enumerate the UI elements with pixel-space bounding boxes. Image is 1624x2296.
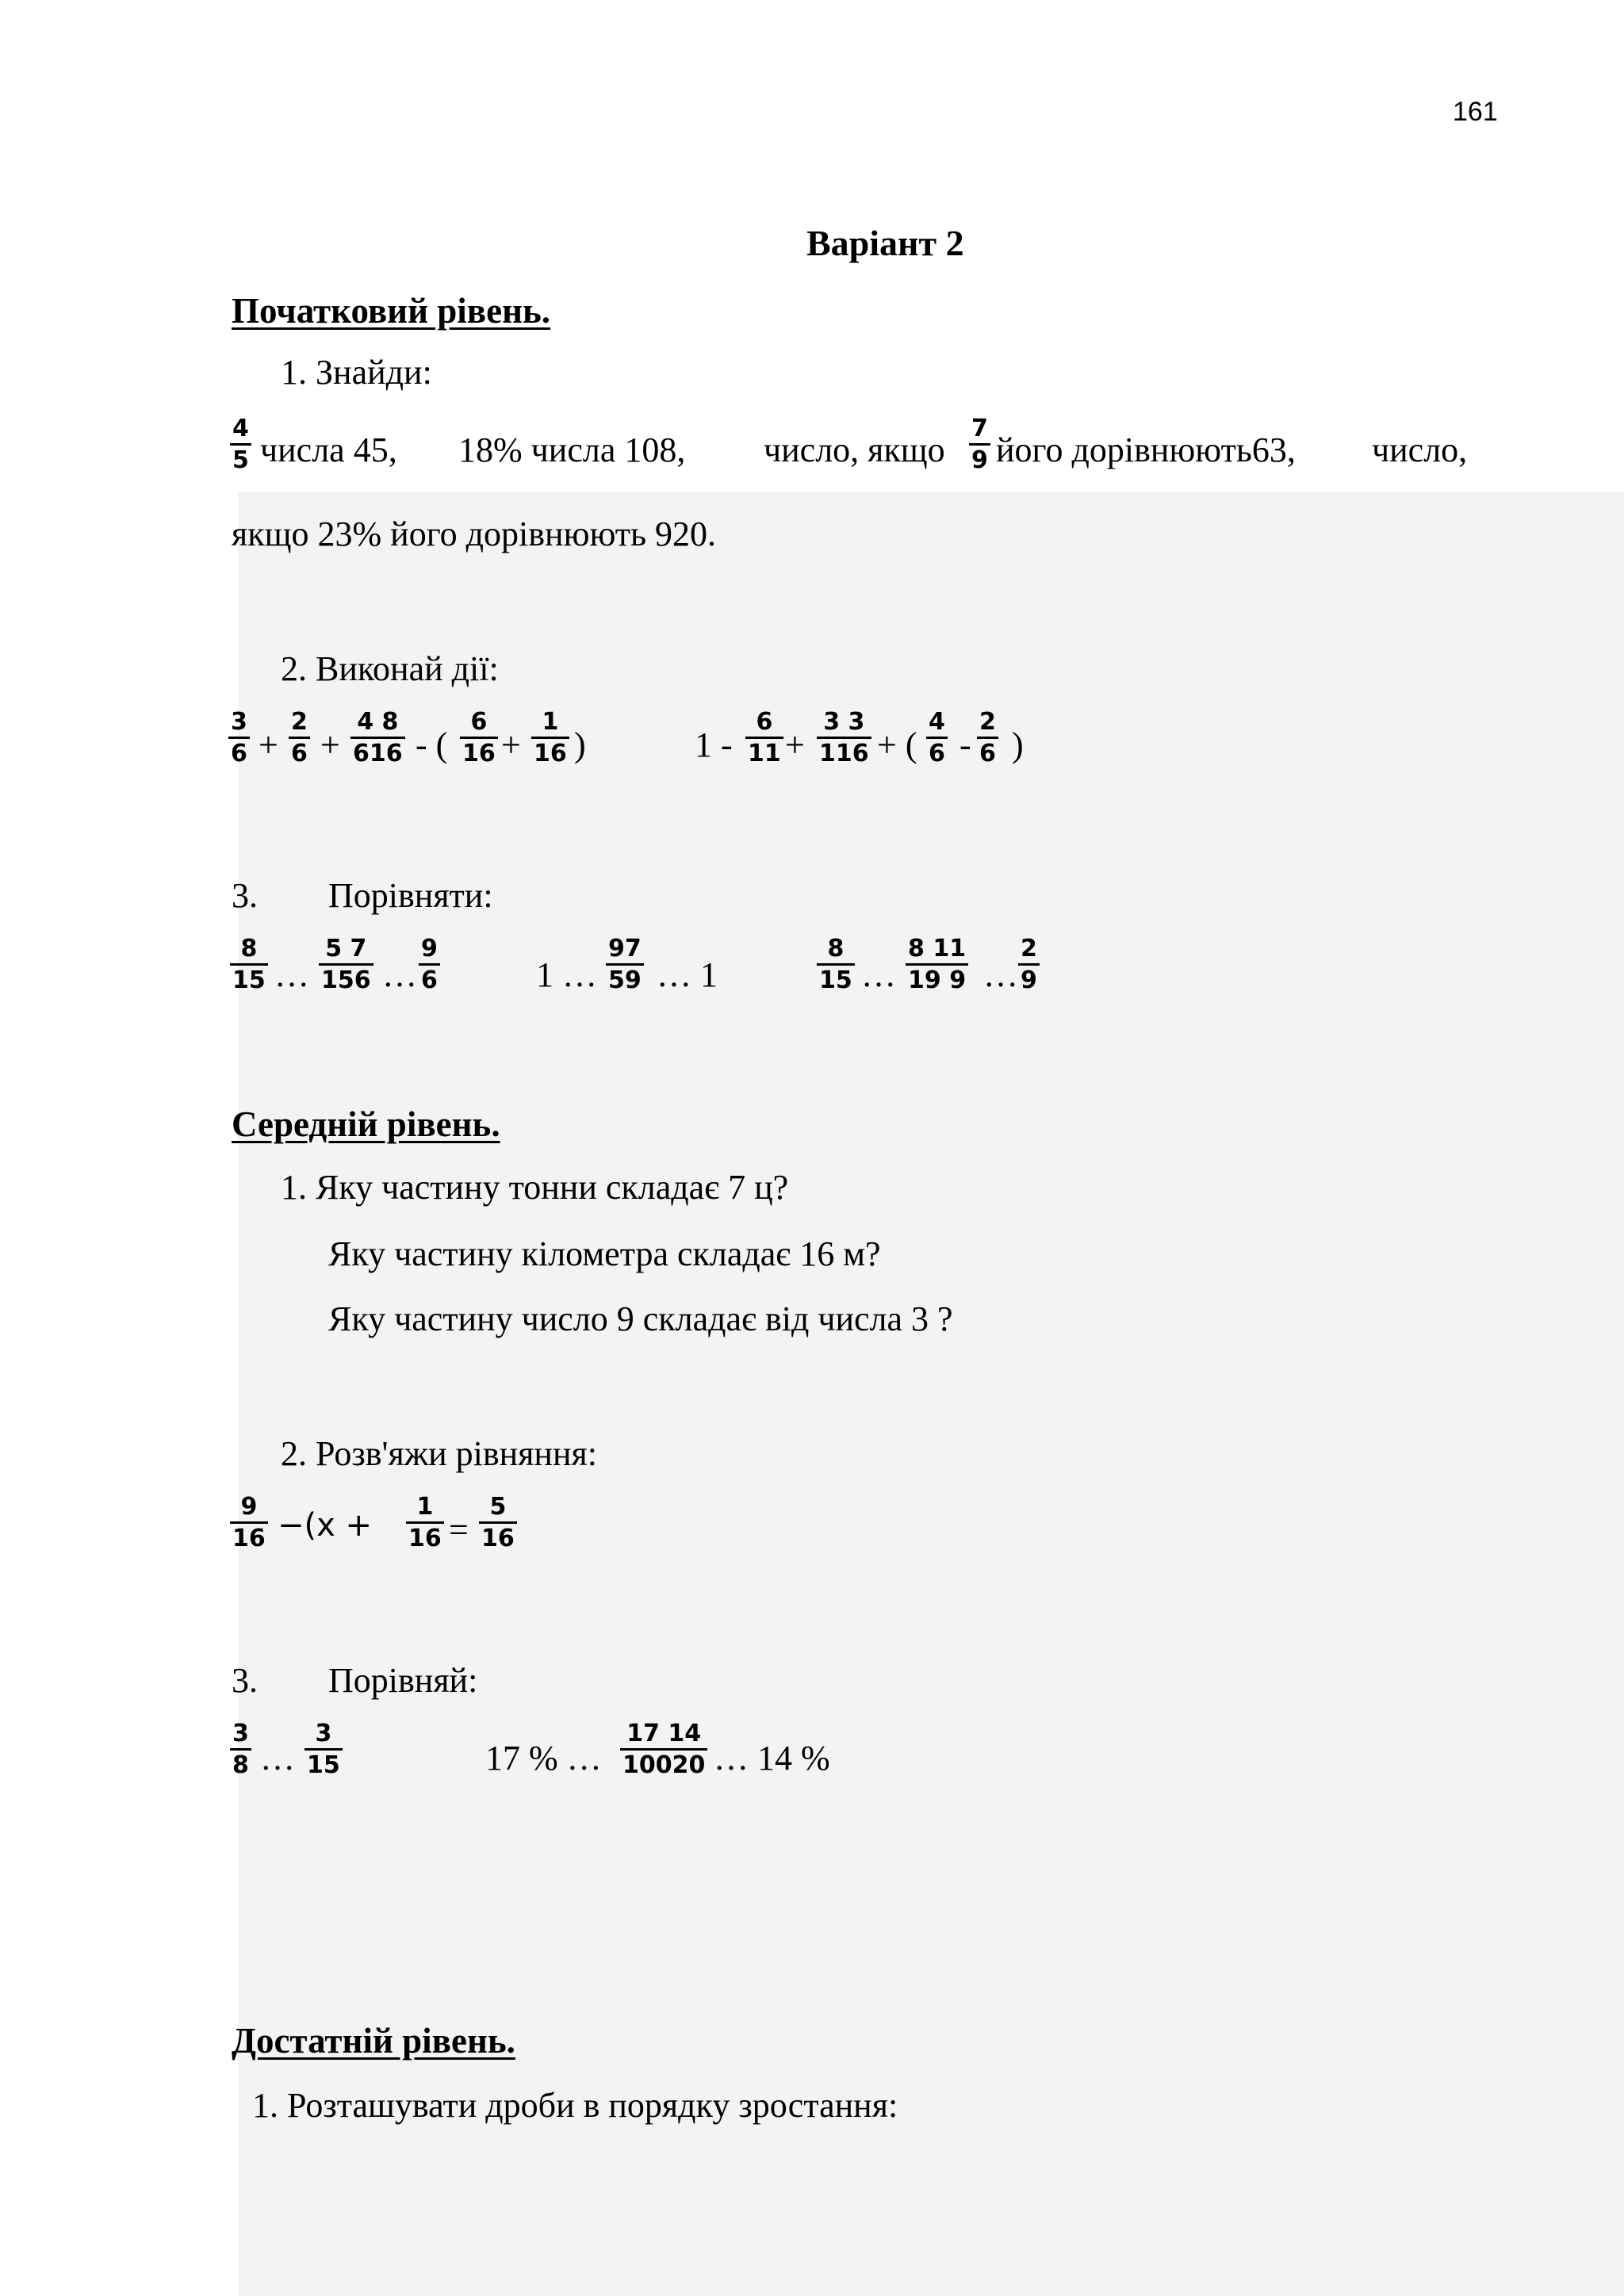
fraction: 2 6 bbox=[977, 710, 998, 766]
operator: + bbox=[320, 725, 340, 764]
fraction: 3 15 bbox=[304, 1722, 343, 1777]
fraction: 3 6 bbox=[228, 710, 250, 766]
ellipsis: … bbox=[260, 1739, 295, 1777]
percent-compare-text: 17 % … bbox=[485, 1739, 602, 1777]
operator: + bbox=[785, 725, 805, 764]
fraction: 17 14 10020 bbox=[620, 1722, 707, 1777]
task1-text: число, bbox=[1372, 430, 1468, 469]
ellipsis: … bbox=[382, 955, 417, 994]
fraction: 1 16 bbox=[406, 1495, 444, 1551]
task1-text: 18% числа 108, bbox=[458, 430, 686, 469]
fraction: 8 11 19 9 bbox=[906, 937, 968, 993]
task1-text: числа 45, bbox=[260, 430, 397, 469]
ellipsis: … bbox=[983, 955, 1018, 994]
ellipsis: … bbox=[274, 955, 309, 994]
fraction: 3 8 bbox=[230, 1722, 251, 1777]
equals-sign: = bbox=[449, 1510, 469, 1549]
operator: + bbox=[259, 725, 278, 764]
task1-label: 1. Знайди: bbox=[281, 353, 432, 392]
operator: ) bbox=[1012, 725, 1024, 764]
fraction: 8 15 bbox=[817, 937, 855, 993]
task1-label: 1. Розташувати дроби в порядку зростання: bbox=[252, 2086, 898, 2125]
page-number: 161 bbox=[1453, 97, 1498, 127]
task2-label: 2. Виконай дії: bbox=[281, 649, 499, 688]
page-title: Варіант 2 bbox=[806, 223, 964, 263]
task1-text: його дорівнюють63, bbox=[996, 430, 1296, 469]
section-heading-initial-level: Початковий рівень. bbox=[232, 291, 551, 331]
operator: 1 - bbox=[695, 725, 733, 764]
fraction: 5 16 bbox=[479, 1495, 517, 1551]
operator: - ( bbox=[416, 725, 448, 764]
percent-compare-text: … 14 % bbox=[714, 1739, 830, 1777]
task1-line3: Яку частину число 9 складає від числа 3 ? bbox=[328, 1299, 953, 1338]
fraction: 4 8 616 bbox=[350, 710, 405, 766]
equation-text: −(x + bbox=[278, 1507, 373, 1544]
task1-text: число, якщо bbox=[764, 430, 945, 469]
fraction: 3 3 116 bbox=[817, 710, 871, 766]
task1-text-line2: якщо 23% його дорівнюють 920. bbox=[232, 515, 717, 553]
fraction: 5 7 156 bbox=[319, 937, 373, 993]
fraction: 2 6 bbox=[289, 710, 310, 766]
operator: + ( bbox=[877, 725, 917, 764]
fraction: 9 6 bbox=[419, 937, 440, 993]
task1-line2: Яку частину кілометра складає 16 м? bbox=[328, 1234, 881, 1273]
operator: ) bbox=[574, 725, 586, 764]
compare-text: … 1 bbox=[657, 955, 718, 994]
fraction: 4 5 bbox=[230, 417, 251, 473]
fraction: 8 15 bbox=[230, 937, 268, 993]
fraction: 2 9 bbox=[1018, 937, 1040, 993]
fraction: 6 16 bbox=[460, 710, 498, 766]
task3-label: Порівняти: bbox=[328, 876, 493, 915]
section-heading-sufficient-level: Достатній рівень. bbox=[232, 2021, 515, 2061]
section-heading-middle-level: Середній рівень. bbox=[232, 1104, 500, 1144]
task1-label: 1. Яку частину тонни складає 7 ц? bbox=[281, 1168, 789, 1207]
task3-label: Порівняй: bbox=[328, 1661, 478, 1700]
task3-number: 3. bbox=[232, 1661, 258, 1700]
fraction: 1 16 bbox=[531, 710, 569, 766]
fraction: 97 59 bbox=[606, 937, 644, 993]
fraction: 9 16 bbox=[230, 1495, 268, 1551]
fraction: 7 9 bbox=[969, 417, 990, 473]
operator: - bbox=[959, 725, 971, 764]
task3-number: 3. bbox=[232, 876, 258, 915]
compare-text: 1 … bbox=[536, 955, 597, 994]
task2-label: 2. Розв'яжи рівняння: bbox=[281, 1434, 597, 1473]
fraction: 6 11 bbox=[745, 710, 783, 766]
operator: + bbox=[501, 725, 521, 764]
ellipsis: … bbox=[861, 955, 896, 994]
fraction: 4 6 bbox=[926, 710, 948, 766]
